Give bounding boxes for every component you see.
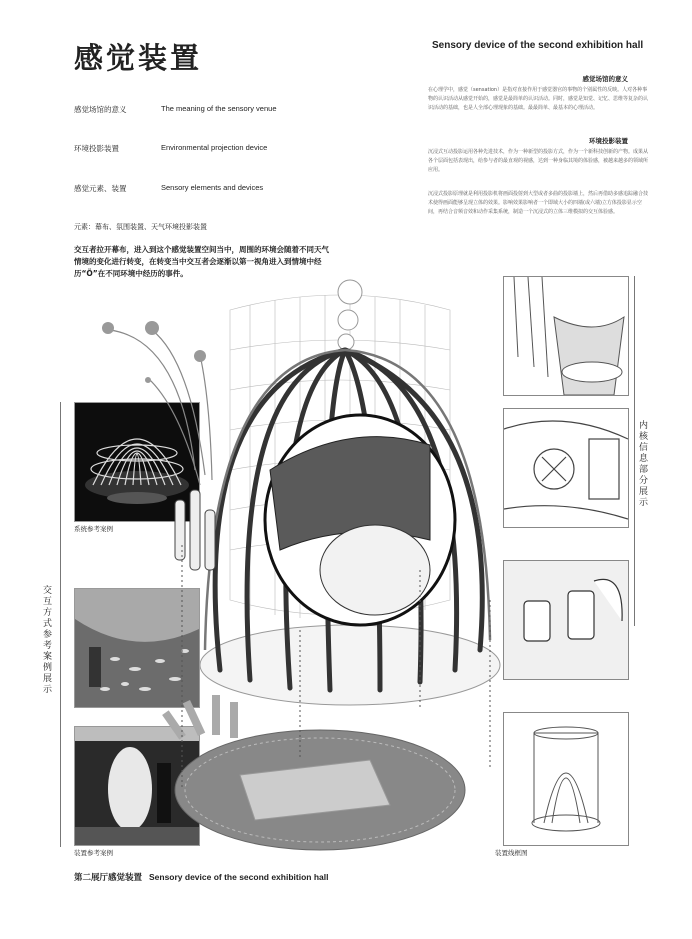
left-vertical-label: 交互方式参考案例展示	[41, 585, 51, 695]
row-en-projection: Environmental projection device	[161, 143, 268, 152]
right-heading-meaning: 感觉场馆的意义	[582, 75, 628, 83]
row-en-elements: Sensory elements and devices	[161, 183, 264, 192]
right-text-projection-principle: 沉浸式投影原理就是利用投影机将画面投射到大型或者多曲的投影墙上，然后再借助多感追踪融合技术使得画面能够呈现立体的效果。影响效果影响者一个即域大小的四墙(或六墙)立方体投影显示空间，再结合音频音效和动作采集系统，制造一个沉浸式的立体三维模拟的交互体验感。	[428, 191, 649, 215]
right-bracket-line	[630, 276, 635, 626]
floor-bars	[162, 695, 238, 740]
right-vertical-label: 内核信息部分展示	[637, 420, 647, 508]
bottom-title-cn: 第二展厅感觉装置	[74, 872, 143, 882]
description-paragraph: 交互者拉开幕布，进入到这个感觉装置空间当中，周围的环境会随着不同天气情境的变化进行转变，在转变当中交互者会逐渐以第一视角进入到情境中经历“Ö”在不同环境中经历的事件。	[74, 245, 329, 278]
sensor-balls	[102, 321, 206, 383]
caption-panel4: 装置线框图	[495, 849, 528, 857]
detail-panel-fabric	[503, 276, 629, 396]
row-cn-projection: 环境投影装置	[74, 144, 119, 153]
caption-photo3: 装置参考案例	[74, 849, 113, 857]
english-title: Sensory device of the second exhibition hall	[432, 40, 644, 51]
elements-line: 元素：幕布、氛围装置、天气环境投影装置	[74, 223, 207, 231]
caption-photo1: 系统参考案例	[74, 525, 113, 533]
right-heading-projection: 环境投影装置	[589, 137, 628, 145]
row-cn-meaning: 感觉场馆的意义	[74, 105, 127, 114]
detail-panel-device	[503, 560, 629, 680]
bottom-title-en: Sensory device of the second exhibition hall	[148, 872, 329, 882]
row-en-meaning: The meaning of the sensory venue	[161, 104, 277, 113]
bottom-title	[74, 871, 328, 883]
central-sensory-device-diagram	[90, 270, 510, 870]
projection-screen	[265, 415, 455, 625]
left-bracket-line	[60, 402, 65, 847]
top-spheres	[338, 280, 362, 350]
page-title: 感觉装置	[74, 41, 203, 75]
row-cn-elements: 感觉元素、装置	[74, 184, 127, 193]
right-text-meaning: 在心理学中，感觉（sensation）是指对直接作用于感觉器官的事物的个别属性的反映。人对各种事物的认识活动从感觉开始的，感觉是最简单的认识活动。同时，感觉是知觉、记忆、思维等复杂的认识活动的基础，也是人全部心理现象的基础。最最简单、最基本的心理活动。	[428, 87, 649, 111]
detail-panel-wireframe	[503, 712, 629, 846]
detail-panel-mechanism	[503, 408, 629, 528]
floor-tubes	[175, 490, 215, 570]
right-text-projection: 沉浸式互动投影运用各种先进技术，作为一种新型的投影方式，作为一个新科技创新的产物。成果从各个层面包括表现出，给参与者的最直观的视感，达到一种身临其境的体验感，被越来越多的领域所应用。	[428, 149, 649, 173]
